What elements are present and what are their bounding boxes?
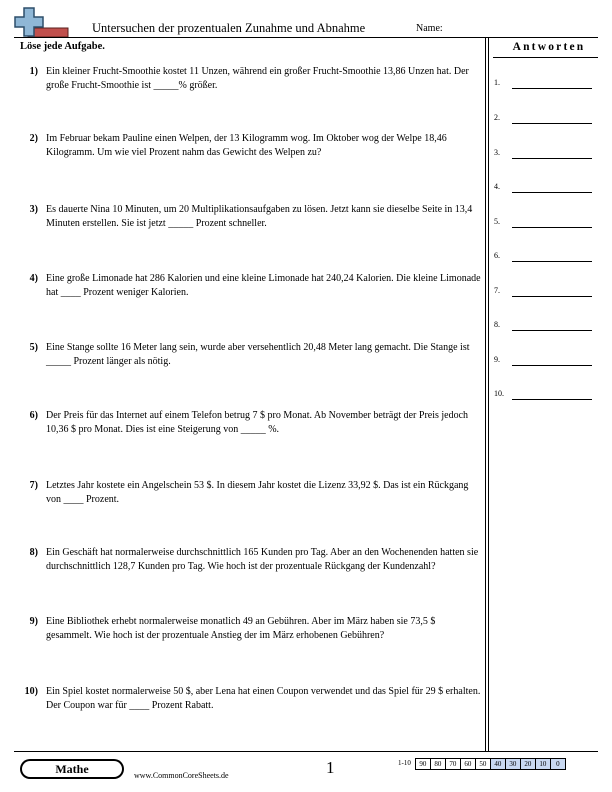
website-link[interactable]: www.CommonCoreSheets.de (134, 771, 229, 780)
score-cell: 10 (536, 758, 551, 770)
score-cell: 90 (415, 758, 431, 770)
question-number: 3) (29, 204, 38, 215)
answer-blank[interactable] (512, 399, 592, 400)
instruction: Löse jede Aufgabe. (20, 41, 105, 52)
answer-line-3[interactable] (494, 148, 594, 162)
score-range: 1-10 (398, 759, 411, 767)
question-number: 2) (29, 133, 38, 144)
answer-number: 8. (494, 320, 500, 329)
answer-line-5[interactable] (494, 217, 594, 231)
score-cell: 50 (476, 758, 491, 770)
answer-blank[interactable] (512, 261, 592, 262)
question-text: Letztes Jahr kostete ein Angelschein 53 $. In diesem Jahr kostet die Lizenz 33,92 $. Das ist ein Rückgang von ____ Prozent. (46, 480, 469, 506)
question-text: Im Februar bekam Pauline einen Welpen, der 13 Kilogramm wog. Im Oktober wog der Welpe 18,46 Kilogramm. Um wie viel Prozent nahm das Gewicht des Welpen zu? (46, 133, 447, 159)
score-cell: 0 (551, 758, 566, 770)
name-label: Name: (416, 23, 443, 34)
footer-rule (14, 751, 598, 752)
question-text: Ein Geschäft hat normalerweise durchschnittlich 165 Kunden pro Tag. Aber an den Wochenenden hatten sie durchschnittlich 128,7 Kunden pro Tag. Wie hoch ist der prozentuale Rückgang der Kundenzahl? (46, 547, 479, 573)
answer-line-6[interactable] (494, 251, 594, 265)
question-text: Eine große Limonade hat 286 Kalorien und eine kleine Limonade hat 240,24 Kalorien. Die kleine Limonade hat ____ Prozent weniger Kalorien. (46, 273, 481, 299)
page-title: Untersuchen der prozentualen Zunahme und Abnahme (92, 21, 366, 35)
question-number: 4) (29, 273, 38, 284)
answer-line-1[interactable] (494, 78, 594, 92)
answer-line-9[interactable] (494, 355, 594, 369)
answer-blank[interactable] (512, 88, 592, 89)
question-number: 1) (29, 66, 38, 77)
answer-number: 9. (494, 355, 500, 364)
page-number: 1 (326, 758, 335, 777)
question-text: Ein Spiel kostet normalerweise 50 $, aber Lena hat einen Coupon verwendet und das Spiel für 29 $ erhalten. Der Coupon war für ____ Prozent Rabatt. (46, 686, 481, 712)
answer-blank[interactable] (512, 365, 592, 366)
header-rule (14, 37, 598, 38)
answer-line-10[interactable] (494, 389, 594, 403)
answers-heading: Antworten (512, 41, 586, 53)
answer-blank[interactable] (512, 227, 592, 228)
question-text: Eine Bibliothek erhebt normalerweise monatlich 49 an Gebühren. Aber im März haben sie 73,5 $ gesammelt. Wie hoch ist der prozentuale Anstieg der im März erhobenen Gebühren? (46, 616, 436, 642)
score-cell: 40 (491, 758, 506, 770)
answer-number: 1. (494, 78, 500, 87)
score-cell: 80 (431, 758, 446, 770)
answers-heading-rule (493, 57, 598, 58)
answer-number: 10. (494, 389, 504, 398)
answer-column-divider (485, 37, 486, 751)
answer-number: 5. (494, 217, 500, 226)
answer-blank[interactable] (512, 296, 592, 297)
score-cell: 60 (461, 758, 476, 770)
plus-logo-icon (14, 6, 70, 40)
answer-blank[interactable] (512, 158, 592, 159)
score-table (398, 758, 566, 768)
answer-number: 6. (494, 251, 500, 260)
answer-number: 7. (494, 286, 500, 295)
question-text: Eine Stange sollte 16 Meter lang sein, wurde aber versehentlich 20,48 Meter lang gemacht. Die Stange ist _____ Prozent länger als nötig. (46, 342, 470, 368)
answer-number: 3. (494, 148, 500, 157)
answer-line-2[interactable] (494, 113, 594, 127)
question-number: 6) (29, 410, 38, 421)
score-cell: 70 (446, 758, 461, 770)
question-number: 9) (29, 616, 38, 627)
answer-blank[interactable] (512, 330, 592, 331)
answer-line-4[interactable] (494, 182, 594, 196)
question-number: 5) (29, 342, 38, 353)
score-cell: 20 (521, 758, 536, 770)
question-text: Es dauerte Nina 10 Minuten, um 20 Multiplikationsaufgaben zu lösen. Jetzt kann sie dieselbe Seite in 13,4 Minuten erstellen. Sie ist jetzt _____ Prozent schneller. (46, 204, 473, 230)
answer-blank[interactable] (512, 123, 592, 124)
answer-number: 2. (494, 113, 500, 122)
answer-blank[interactable] (512, 192, 592, 193)
question-number: 8) (29, 547, 38, 558)
subject-label: Mathe (22, 761, 122, 777)
question-text: Der Preis für das Internet auf einem Telefon betrug 7 $ pro Monat. Ab November beträgt der Preis jedoch 10,36 $ pro Monat. Dies ist eine Steigerung von _____ %. (46, 410, 469, 436)
score-cell: 30 (506, 758, 521, 770)
answer-line-7[interactable] (494, 286, 594, 300)
question-text: Ein kleiner Frucht-Smoothie kostet 11 Unzen, während ein großer Frucht-Smoothie 13,86 Unzen hat. Der große Frucht-Smoothie ist _____% größer. (46, 66, 469, 92)
answer-number: 4. (494, 182, 500, 191)
answer-column-divider-inner (488, 37, 489, 751)
answer-line-8[interactable] (494, 320, 594, 334)
subject-badge (20, 759, 124, 779)
question-number: 7) (29, 480, 38, 491)
question-number: 10) (24, 686, 38, 697)
